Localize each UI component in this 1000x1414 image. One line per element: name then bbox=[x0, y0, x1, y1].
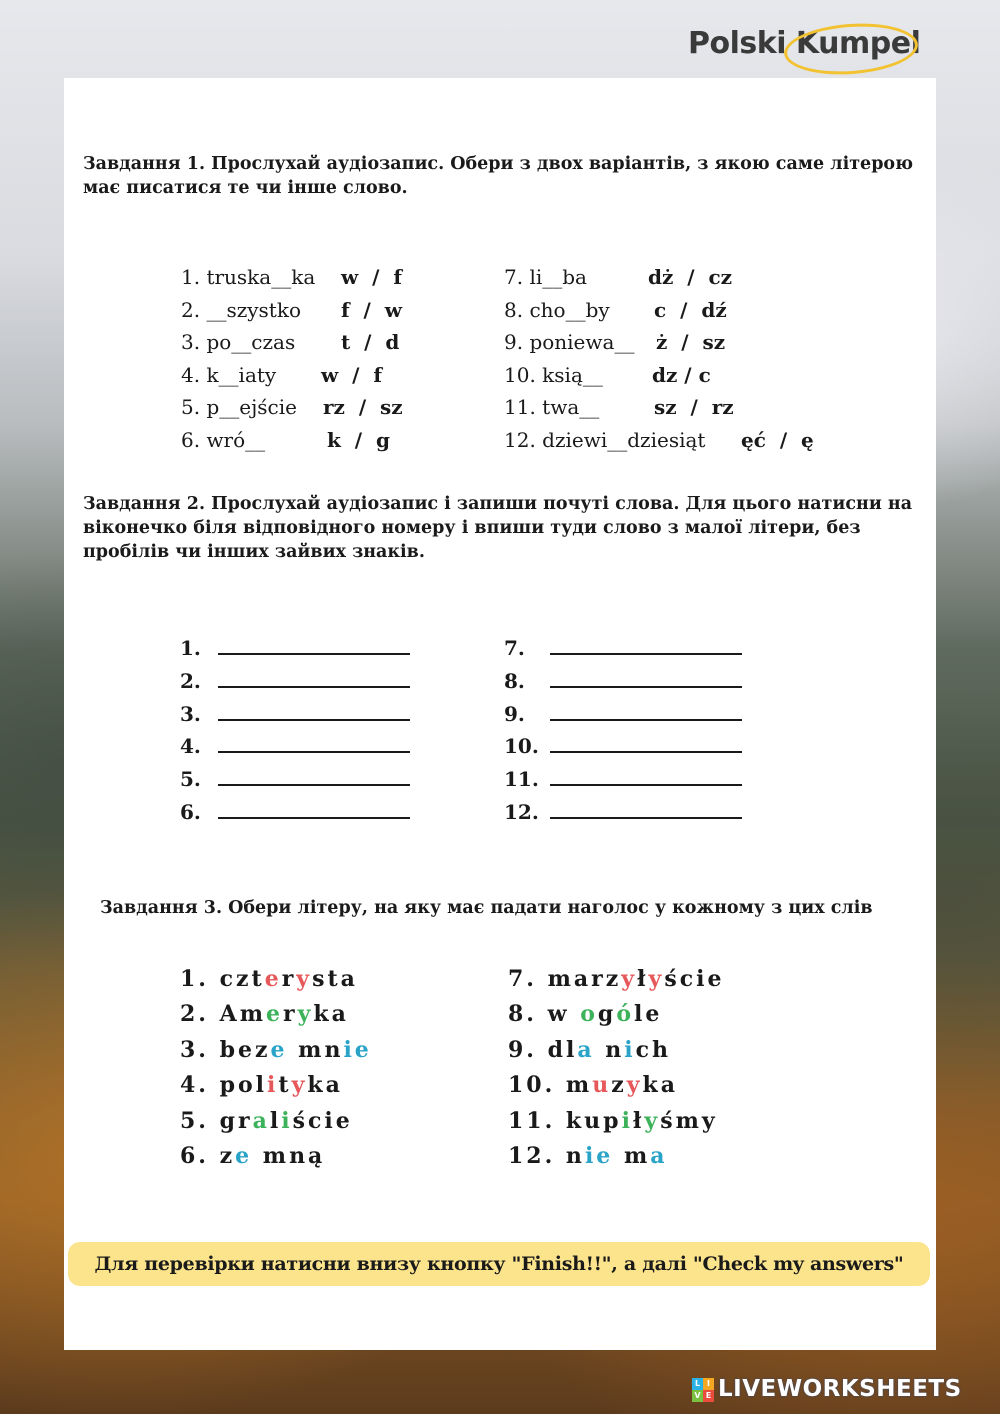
word-text: 9. dl bbox=[508, 1036, 578, 1063]
word-text: 3. bez bbox=[180, 1036, 271, 1063]
answer-input-3[interactable] bbox=[218, 719, 410, 721]
task2-number: 12. bbox=[504, 799, 539, 824]
answer-input-12[interactable] bbox=[550, 817, 742, 819]
logo-text: Polski Kumpel bbox=[688, 26, 921, 61]
word-text: ka bbox=[307, 1072, 343, 1099]
answer-input-5[interactable] bbox=[218, 784, 410, 786]
task1-word: 2. __szystko bbox=[181, 297, 301, 322]
stress-option-letter[interactable]: y bbox=[297, 1001, 314, 1028]
word-text: t bbox=[278, 1072, 292, 1099]
task2-item bbox=[504, 632, 804, 665]
task3-word bbox=[180, 1139, 500, 1174]
task2-number: 3. bbox=[180, 701, 201, 726]
task1-item bbox=[181, 359, 481, 392]
stress-option-letter[interactable]: a bbox=[577, 1036, 595, 1063]
stress-option-letter[interactable]: y bbox=[644, 1107, 661, 1134]
stress-option-letter[interactable]: i bbox=[624, 1036, 636, 1063]
stress-option-letter[interactable]: y bbox=[291, 1072, 308, 1099]
answer-input-1[interactable] bbox=[218, 653, 410, 655]
word-text: 2. Am bbox=[180, 1001, 266, 1028]
word-text: ka bbox=[642, 1072, 679, 1099]
task1-word: 7. li__ba bbox=[504, 265, 587, 289]
word-text: z bbox=[611, 1072, 627, 1099]
task1-letter-options[interactable]: ęć / ę bbox=[741, 427, 814, 452]
task2-number: 5. bbox=[180, 767, 201, 792]
word-text: r bbox=[282, 1001, 298, 1028]
task2-title: Завдання 2. Прослухай аудіозапис і запиши почуті слова. Для цього натисни на віконечко біля відповідного номеру і впиши туди слово з малої літери, без пробілів чи інших зайвих знаків. bbox=[83, 494, 913, 562]
answer-input-2[interactable] bbox=[218, 686, 410, 688]
word-text: m bbox=[613, 1142, 651, 1169]
task2-number: 9. bbox=[504, 701, 525, 726]
task1-word: 4. k__iaty bbox=[181, 362, 277, 387]
answer-input-8[interactable] bbox=[550, 686, 742, 688]
word-text: ł bbox=[632, 1107, 645, 1134]
word-text: 8. w bbox=[508, 1001, 581, 1028]
task1-letter-options[interactable]: dz / c bbox=[652, 362, 711, 387]
task2-item bbox=[180, 730, 480, 763]
task2-item bbox=[504, 730, 804, 763]
task1-letter-options[interactable]: c / dź bbox=[654, 297, 727, 322]
word-text: g bbox=[597, 1001, 617, 1028]
task2-left-column bbox=[180, 632, 480, 829]
task2-item bbox=[180, 632, 480, 665]
task3-word bbox=[180, 1033, 500, 1068]
task3-word bbox=[508, 1068, 828, 1103]
task1-letter-options[interactable]: sz / rz bbox=[654, 395, 734, 420]
task3-title: Завдання 3. Обери літеру, на яку має падати наголос у кожному з цих слів bbox=[100, 898, 873, 918]
answer-input-10[interactable] bbox=[550, 751, 742, 753]
stress-option-letter[interactable]: a bbox=[650, 1142, 668, 1169]
word-text: ście bbox=[664, 966, 725, 992]
check-answers-notice: Для перевірки натисни внизу кнопку "Finish!!", а далі "Check my answers" bbox=[68, 1242, 930, 1286]
word-text: ł bbox=[637, 966, 649, 992]
task1-word: 3. po__czas bbox=[181, 330, 296, 355]
stress-option-letter[interactable]: i bbox=[281, 1107, 293, 1134]
task3-word bbox=[180, 1104, 500, 1139]
task1-letter-options[interactable]: w / f bbox=[321, 362, 382, 387]
task1-word: 1. truska__ka bbox=[181, 265, 316, 289]
task3-word bbox=[508, 997, 828, 1032]
task1-item bbox=[504, 359, 884, 392]
task3-word bbox=[180, 1068, 500, 1103]
task1-item bbox=[504, 294, 884, 327]
stress-option-letter[interactable]: y bbox=[626, 1072, 643, 1099]
task2-number: 10. bbox=[504, 734, 539, 759]
task1-word: 12. dziewi__dziesiąt bbox=[504, 427, 706, 452]
stress-option-letter[interactable]: ie bbox=[343, 1036, 372, 1063]
liveworksheets-text: LIVEWORKSHEETS bbox=[718, 1376, 962, 1402]
task3-word bbox=[508, 1139, 828, 1174]
task1-word: 10. ksią__ bbox=[504, 362, 603, 387]
answer-input-9[interactable] bbox=[550, 719, 742, 721]
liveworksheets-logo bbox=[692, 1376, 992, 1404]
task2-item bbox=[180, 796, 480, 829]
word-text: le bbox=[634, 1001, 663, 1028]
task1-item bbox=[181, 391, 481, 424]
liveworksheets-icon-tile: E bbox=[703, 1390, 714, 1402]
stress-option-letter[interactable]: ie bbox=[584, 1142, 614, 1169]
task1-word: 5. p__ejście bbox=[181, 395, 297, 420]
task1-word: 8. cho__by bbox=[504, 297, 610, 322]
stress-option-letter[interactable]: e bbox=[270, 1036, 288, 1063]
task2-number: 6. bbox=[180, 799, 201, 824]
task3-word bbox=[508, 962, 828, 997]
task1-letter-options[interactable]: rz / sz bbox=[323, 395, 403, 420]
stress-option-letter[interactable]: ó bbox=[616, 1001, 634, 1028]
word-text: 10. m bbox=[508, 1072, 593, 1099]
task2-item bbox=[504, 796, 804, 829]
task2-item bbox=[504, 763, 804, 796]
task2-right-column bbox=[504, 632, 804, 829]
polski-kumpel-logo bbox=[688, 22, 928, 74]
stress-option-letter[interactable]: e bbox=[264, 966, 282, 992]
task2-number: 1. bbox=[180, 636, 201, 660]
task1-letter-options[interactable]: w / f bbox=[341, 265, 402, 289]
task1-letter-options[interactable]: k / g bbox=[327, 427, 390, 452]
word-text: 6. z bbox=[180, 1142, 236, 1169]
task1-word: 11. twa__ bbox=[504, 395, 600, 420]
task1-left-column bbox=[181, 261, 481, 457]
task1-word: 6. wró__ bbox=[181, 427, 266, 452]
task2-number: 8. bbox=[504, 668, 525, 693]
task1-item bbox=[504, 261, 884, 294]
liveworksheets-icon bbox=[692, 1378, 714, 1402]
task2-number: 7. bbox=[504, 636, 525, 660]
task3-word bbox=[180, 997, 500, 1032]
task2-item bbox=[504, 665, 804, 698]
stress-option-letter[interactable]: u bbox=[592, 1072, 612, 1099]
task1-item bbox=[504, 391, 884, 424]
worksheet bbox=[64, 78, 936, 1350]
answer-input-11[interactable] bbox=[550, 784, 742, 786]
stress-option-letter[interactable]: e bbox=[265, 1001, 283, 1028]
task1-word: 9. poniewa__ bbox=[504, 330, 635, 355]
word-text: ka bbox=[313, 1001, 349, 1028]
task1-right-column bbox=[504, 261, 884, 457]
task2-item bbox=[180, 763, 480, 796]
word-text: 4. pol bbox=[180, 1072, 268, 1099]
stress-option-letter[interactable]: o bbox=[580, 1001, 598, 1028]
task2-number: 2. bbox=[180, 668, 201, 693]
task1-letter-options[interactable]: t / d bbox=[341, 330, 400, 355]
task1-letter-options[interactable]: ż / sz bbox=[656, 330, 726, 355]
task2-item bbox=[180, 698, 480, 731]
task1-letter-options[interactable]: f / w bbox=[341, 297, 402, 322]
word-text: 12. n bbox=[508, 1142, 585, 1169]
stress-option-letter[interactable]: y bbox=[296, 966, 313, 992]
task1-item bbox=[181, 261, 481, 294]
word-text: 7. marz bbox=[508, 966, 622, 992]
task3-word bbox=[508, 1104, 828, 1139]
task1-letter-options[interactable]: dż / cz bbox=[648, 265, 733, 289]
word-text: sta bbox=[312, 966, 358, 992]
answer-input-7[interactable] bbox=[550, 653, 742, 655]
task2-number: 11. bbox=[504, 767, 539, 792]
word-text: n bbox=[594, 1036, 625, 1063]
stress-option-letter[interactable]: e bbox=[235, 1142, 253, 1169]
word-text: mn bbox=[287, 1036, 344, 1063]
word-text: r bbox=[281, 966, 297, 992]
stress-option-letter[interactable]: y bbox=[648, 966, 665, 992]
stress-option-letter[interactable]: i bbox=[267, 1072, 279, 1099]
task3-word bbox=[180, 962, 500, 997]
stress-option-letter[interactable]: y bbox=[621, 966, 638, 992]
task1-item bbox=[504, 326, 884, 359]
word-text: 1. czt bbox=[180, 966, 265, 992]
word-text: 11. kup bbox=[508, 1107, 622, 1134]
answer-input-4[interactable] bbox=[218, 751, 410, 753]
word-text: mną bbox=[252, 1142, 326, 1169]
task1-item bbox=[181, 424, 481, 457]
task2-item bbox=[180, 665, 480, 698]
stress-option-letter[interactable]: a bbox=[252, 1107, 270, 1134]
word-text: ście bbox=[292, 1107, 353, 1134]
word-text: l bbox=[269, 1107, 282, 1134]
task3-word bbox=[508, 1033, 828, 1068]
task3-left-column bbox=[180, 962, 500, 1174]
task2-item bbox=[504, 698, 804, 731]
answer-input-6[interactable] bbox=[218, 817, 410, 819]
task2-number: 4. bbox=[180, 734, 201, 759]
liveworksheets-icon-tile: V bbox=[692, 1390, 703, 1402]
word-text: 5. gr bbox=[180, 1107, 253, 1134]
stress-option-letter[interactable]: i bbox=[621, 1107, 633, 1134]
task1-item bbox=[504, 424, 884, 457]
liveworksheets-icon-tile: I bbox=[703, 1378, 714, 1390]
task1-item bbox=[181, 294, 481, 327]
liveworksheets-icon-tile: L bbox=[692, 1378, 703, 1390]
word-text: ch bbox=[635, 1036, 672, 1063]
task3-right-column bbox=[508, 962, 828, 1174]
word-text: śmy bbox=[660, 1107, 718, 1134]
task1-title: Завдання 1. Прослухай аудіозапис. Обери з двох варіантів, з якою саме літерою має писатися те чи інше слово. bbox=[83, 154, 914, 198]
task1-item bbox=[181, 326, 481, 359]
